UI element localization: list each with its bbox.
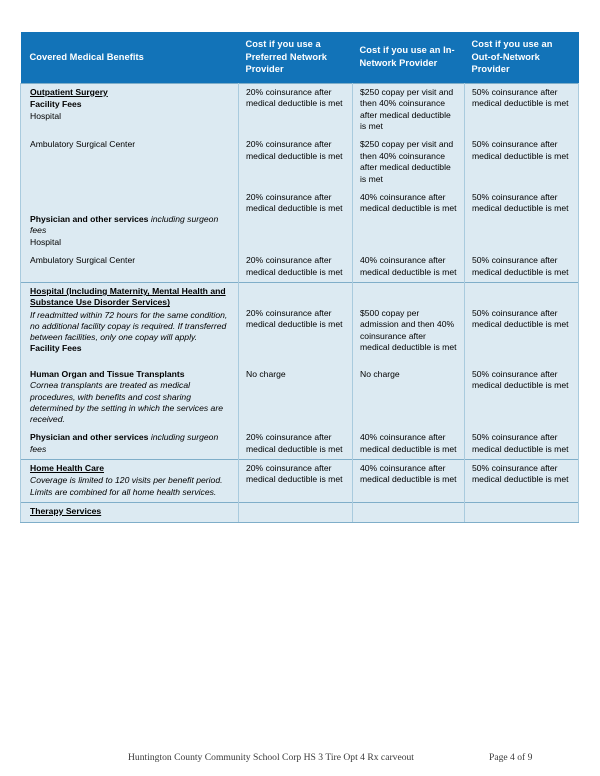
out-of-network-cost: 50% coinsurance after medical deductible is met bbox=[465, 136, 579, 189]
sub-heading: Facility Fees bbox=[30, 343, 82, 354]
vertical-spacer bbox=[360, 286, 457, 308]
table-row bbox=[21, 189, 579, 252]
benefit-cell bbox=[21, 136, 239, 189]
table-row bbox=[21, 252, 579, 282]
covered-medical-benefits-table bbox=[20, 32, 579, 523]
benefit-cell bbox=[21, 359, 239, 429]
out-of-network-cost: 50% coinsurance after medical deductible is met bbox=[465, 359, 579, 429]
table-row bbox=[21, 83, 579, 136]
sub-heading: Facility Fees bbox=[30, 99, 82, 110]
out-of-network-cost: 50% coinsurance after medical deductible is met bbox=[465, 252, 579, 282]
in-network-cost bbox=[353, 502, 465, 522]
out-of-network-cost bbox=[465, 502, 579, 522]
vertical-spacer bbox=[472, 286, 571, 308]
in-network-cost: $500 copay per admission and then 40% coinsurance after medical deductible is met bbox=[353, 283, 465, 359]
in-network-cost: 40% coinsurance after medical deductible is met bbox=[353, 189, 465, 252]
vertical-spacer bbox=[30, 362, 232, 369]
preferred-network-cost: 20% coinsurance after medical deductible is met bbox=[239, 429, 353, 459]
column-header-out-of-network-provider: Cost if you use an Out-of-Network Provider bbox=[465, 32, 579, 83]
table-row bbox=[21, 136, 579, 189]
sub-heading: Physician and other services including surgeon fees bbox=[30, 432, 219, 454]
benefit-cell bbox=[21, 283, 239, 359]
footer-plan-title: Huntington County Community School Corp HS 3 Tire Opt 4 Rx carveout bbox=[128, 752, 414, 763]
benefit-cell bbox=[21, 429, 239, 459]
section-heading: Outpatient Surgery bbox=[30, 86, 108, 97]
out-of-network-cost: 50% coinsurance after medical deductible is met bbox=[465, 429, 579, 459]
section-heading: Home Health Care bbox=[30, 462, 105, 473]
table-header bbox=[21, 32, 579, 83]
benefit-cell bbox=[21, 83, 239, 136]
preferred-network-cost: 20% coinsurance after medical deductible is met bbox=[239, 252, 353, 282]
vertical-spacer bbox=[30, 192, 232, 214]
in-network-cost: 40% coinsurance after medical deductible is met bbox=[353, 429, 465, 459]
table-row bbox=[21, 429, 579, 459]
column-header-in-network-provider: Cost if you use an In-Network Provider bbox=[353, 32, 465, 83]
table-row bbox=[21, 359, 579, 429]
benefit-note: Cornea transplants are treated as medical procedures, with benefits and cost sharing determined by the setting in which the services are received. bbox=[30, 380, 223, 424]
vertical-spacer bbox=[472, 362, 571, 369]
in-network-cost: $250 copay per visit and then 40% coinsurance after medical deductible is met bbox=[353, 136, 465, 189]
preferred-network-cost: 20% coinsurance after medical deductible is met bbox=[239, 136, 353, 189]
table-row bbox=[21, 459, 579, 502]
in-network-cost: $250 copay per visit and then 40% coinsurance after medical deductible is met bbox=[353, 83, 465, 136]
table-row bbox=[21, 502, 579, 522]
in-network-cost: No charge bbox=[353, 359, 465, 429]
benefit-note: If readmitted within 72 hours for the same condition, no additional facility copay is required. If transferred between facilities, only one copay will apply. bbox=[30, 309, 228, 343]
vertical-spacer bbox=[360, 362, 457, 369]
preferred-network-cost: 20% coinsurance after medical deductible is met bbox=[239, 283, 353, 359]
out-of-network-cost: 50% coinsurance after medical deductible is met bbox=[465, 83, 579, 136]
column-header-preferred-network-provider: Cost if you use a Preferred Network Provider bbox=[239, 32, 353, 83]
in-network-cost: 40% coinsurance after medical deductible is met bbox=[353, 252, 465, 282]
table-row bbox=[21, 283, 579, 359]
benefit-cell bbox=[21, 502, 239, 522]
vertical-spacer bbox=[246, 362, 345, 369]
sub-heading: Physician and other services including surgeon fees bbox=[30, 214, 219, 236]
table-body bbox=[21, 83, 579, 522]
benefit-label: Hospital bbox=[30, 236, 62, 247]
benefit-label: Ambulatory Surgical Center bbox=[30, 255, 136, 266]
table-header-row bbox=[21, 32, 579, 83]
benefit-cell bbox=[21, 189, 239, 252]
benefit-label: Ambulatory Surgical Center bbox=[30, 139, 136, 150]
sub-heading: Human Organ and Tissue Transplants bbox=[30, 368, 185, 379]
benefit-cell bbox=[21, 459, 239, 502]
preferred-network-cost: 20% coinsurance after medical deductible is met bbox=[239, 459, 353, 502]
out-of-network-cost: 50% coinsurance after medical deductible is met bbox=[465, 189, 579, 252]
out-of-network-cost: 50% coinsurance after medical deductible is met bbox=[465, 459, 579, 502]
section-heading: Therapy Services bbox=[30, 505, 102, 516]
preferred-network-cost: No charge bbox=[239, 359, 353, 429]
column-header-covered-medical-benefits: Covered Medical Benefits bbox=[21, 32, 239, 83]
footer-page-number: Page 4 of 9 bbox=[489, 752, 533, 763]
preferred-network-cost: 20% coinsurance after medical deductible is met bbox=[239, 189, 353, 252]
page-footer bbox=[0, 752, 600, 770]
section-heading: Hospital (Including Maternity, Mental Health and Substance Use Disorder Services) bbox=[30, 286, 226, 308]
preferred-network-cost: 20% coinsurance after medical deductible is met bbox=[239, 83, 353, 136]
out-of-network-cost: 50% coinsurance after medical deductible is met bbox=[465, 283, 579, 359]
in-network-cost: 40% coinsurance after medical deductible is met bbox=[353, 459, 465, 502]
benefit-note: Coverage is limited to 120 visits per benefit period. Limits are combined for all home health services. bbox=[30, 475, 223, 497]
benefit-cell bbox=[21, 252, 239, 282]
vertical-spacer bbox=[246, 286, 345, 308]
preferred-network-cost bbox=[239, 502, 353, 522]
benefit-label: Hospital bbox=[30, 110, 62, 121]
